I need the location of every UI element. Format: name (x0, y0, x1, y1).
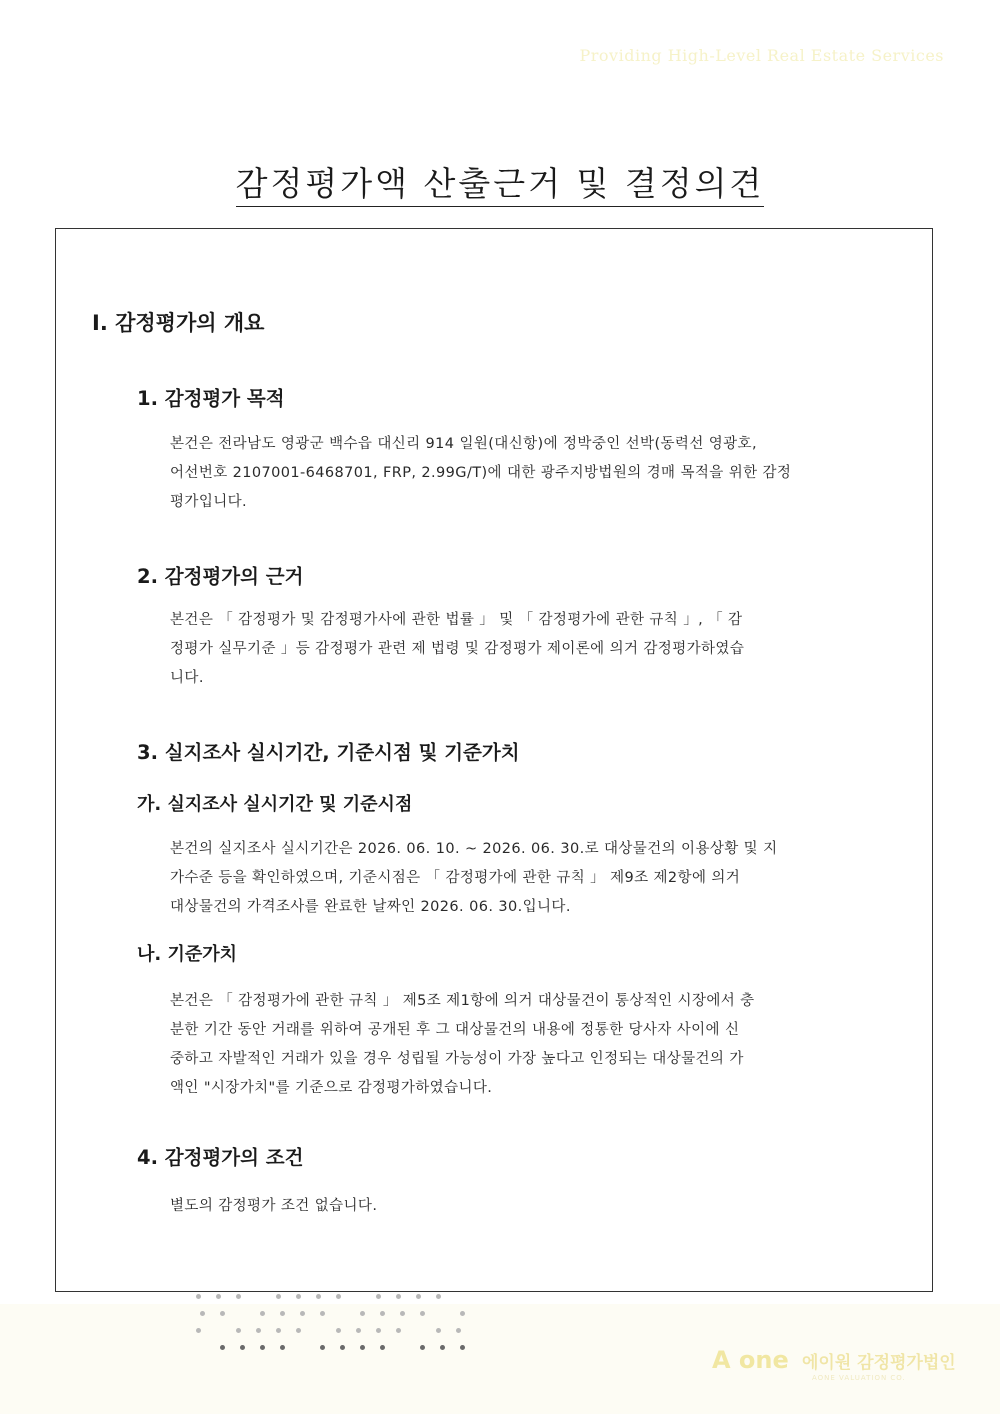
text-line: 분한 기간 동안 거래를 위하여 공개된 후 그 대상물건의 내용에 정통한 당사자 사이에 신 (170, 1022, 740, 1038)
decorative-dot (316, 1294, 321, 1299)
text-line: 액인 "시장가치"를 기준으로 감정평가하였습니다. (170, 1080, 493, 1096)
decorative-dot (420, 1311, 425, 1316)
decorative-dot (376, 1294, 381, 1299)
decorative-dot (380, 1311, 385, 1316)
decorative-dot (296, 1328, 301, 1333)
decorative-dot (440, 1345, 445, 1350)
decorative-dot (220, 1311, 225, 1316)
decorative-dot (396, 1294, 401, 1299)
text-line: 별도의 감정평가 조건 없습니다. (170, 1198, 378, 1214)
decorative-dot (396, 1328, 401, 1333)
logo-mark: A one (712, 1346, 789, 1374)
decorative-dot (280, 1311, 285, 1316)
subsection-heading-value-basis: 나. 기준가치 (137, 944, 238, 965)
text-line: 니다. (170, 670, 204, 686)
decorative-dot (336, 1328, 341, 1333)
subsection-heading-basis: 2. 감정평가의 근거 (137, 565, 304, 588)
page-title (0, 158, 1000, 205)
decorative-dot (280, 1345, 285, 1350)
decorative-dot (340, 1345, 345, 1350)
decorative-dot (356, 1328, 361, 1333)
decorative-dot (416, 1294, 421, 1299)
decorative-dot (436, 1328, 441, 1333)
decorative-dot (276, 1328, 281, 1333)
paragraph-purpose (170, 430, 884, 517)
decorative-dot (196, 1328, 201, 1333)
subsection-heading-survey: 3. 실지조사 실시기간, 기준시점 및 기준가치 (137, 741, 520, 764)
decorative-dot (456, 1328, 461, 1333)
header-watermark: Providing High-Level Real Estate Services (579, 46, 944, 65)
subsection-heading-survey-period: 가. 실지조사 실시기간 및 기준시점 (137, 794, 413, 815)
decorative-dot (256, 1328, 261, 1333)
paragraph-conditions (170, 1192, 884, 1221)
text-line: 본건은 전라남도 영광군 백수읍 대신리 914 일원(대신항)에 정박중인 선박(동력선 영광호, (170, 436, 757, 452)
section-heading-overview: Ⅰ. 감정평가의 개요 (92, 311, 265, 335)
text-line: 가수준 등을 확인하였으며, 기준시점은 「 감정평가에 관한 규칙 」 제9조 제2항에 의거 (170, 870, 741, 886)
subsection-heading-purpose: 1. 감정평가 목적 (137, 387, 285, 410)
logo-company-name: 에이원 감정평가법인 (802, 1353, 956, 1373)
decorative-dot (200, 1311, 205, 1316)
text-line: 중하고 자발적인 거래가 있을 경우 성립될 가능성이 가장 높다고 인정되는 대상물건의 가 (170, 1051, 744, 1067)
decorative-dot (360, 1311, 365, 1316)
decorative-dot (400, 1311, 405, 1316)
text-line: 본건의 실지조사 실시기간은 2026. 06. 10. ~ 2026. 06. 30.로 대상물건의 이용상황 및 지 (170, 841, 778, 857)
decorative-dot (360, 1345, 365, 1350)
decorative-dot (300, 1311, 305, 1316)
paragraph-survey-period (170, 835, 884, 922)
company-logo (712, 1344, 972, 1384)
decorative-dot (260, 1311, 265, 1316)
decorative-dot (376, 1328, 381, 1333)
text-line: 어선번호 2107001-6468701, FRP, 2.99G/T)에 대한 광주지방법원의 경매 목적을 위한 감정 (170, 465, 792, 481)
decorative-dot (460, 1311, 465, 1316)
text-line: 평가입니다. (170, 494, 248, 510)
subsection-heading-conditions: 4. 감정평가의 조건 (137, 1146, 304, 1169)
decorative-dot (380, 1345, 385, 1350)
decorative-dot (236, 1328, 241, 1333)
decorative-dot (276, 1294, 281, 1299)
decorative-dot (216, 1294, 221, 1299)
decorative-dot (320, 1311, 325, 1316)
text-line: 정평가 실무기준 」등 감정평가 관련 제 법령 및 감정평가 제이론에 의거 감정평가하였습 (170, 641, 745, 657)
page-title-text: 감정평가액 산출근거 및 결정의견 (236, 164, 765, 207)
text-line: 본건은 「 감정평가에 관한 규칙 」 제5조 제1항에 의거 대상물건이 통상적인 시장에서 충 (170, 993, 755, 1009)
decorative-dot (320, 1345, 325, 1350)
decorative-dot (220, 1345, 225, 1350)
decorative-dot (296, 1294, 301, 1299)
paragraph-basis (170, 606, 884, 693)
decorative-dot (236, 1294, 241, 1299)
text-line: 본건은 「 감정평가 및 감정평가사에 관한 법률 」 및 「 감정평가에 관한 규칙 」, 「 감 (170, 612, 743, 628)
text-line: 대상물건의 가격조사를 완료한 날짜인 2026. 06. 30.입니다. (170, 899, 571, 915)
decorative-dot (260, 1345, 265, 1350)
paragraph-value-basis (170, 987, 884, 1103)
decorative-dot (196, 1294, 201, 1299)
decorative-dot (240, 1345, 245, 1350)
logo-subtitle: AONE VALUATION CO. (812, 1374, 906, 1382)
decorative-dot (336, 1294, 341, 1299)
decorative-dot (420, 1345, 425, 1350)
decorative-dot (460, 1345, 465, 1350)
decorative-dot (436, 1294, 441, 1299)
decorative-dot-pattern (196, 1294, 486, 1364)
